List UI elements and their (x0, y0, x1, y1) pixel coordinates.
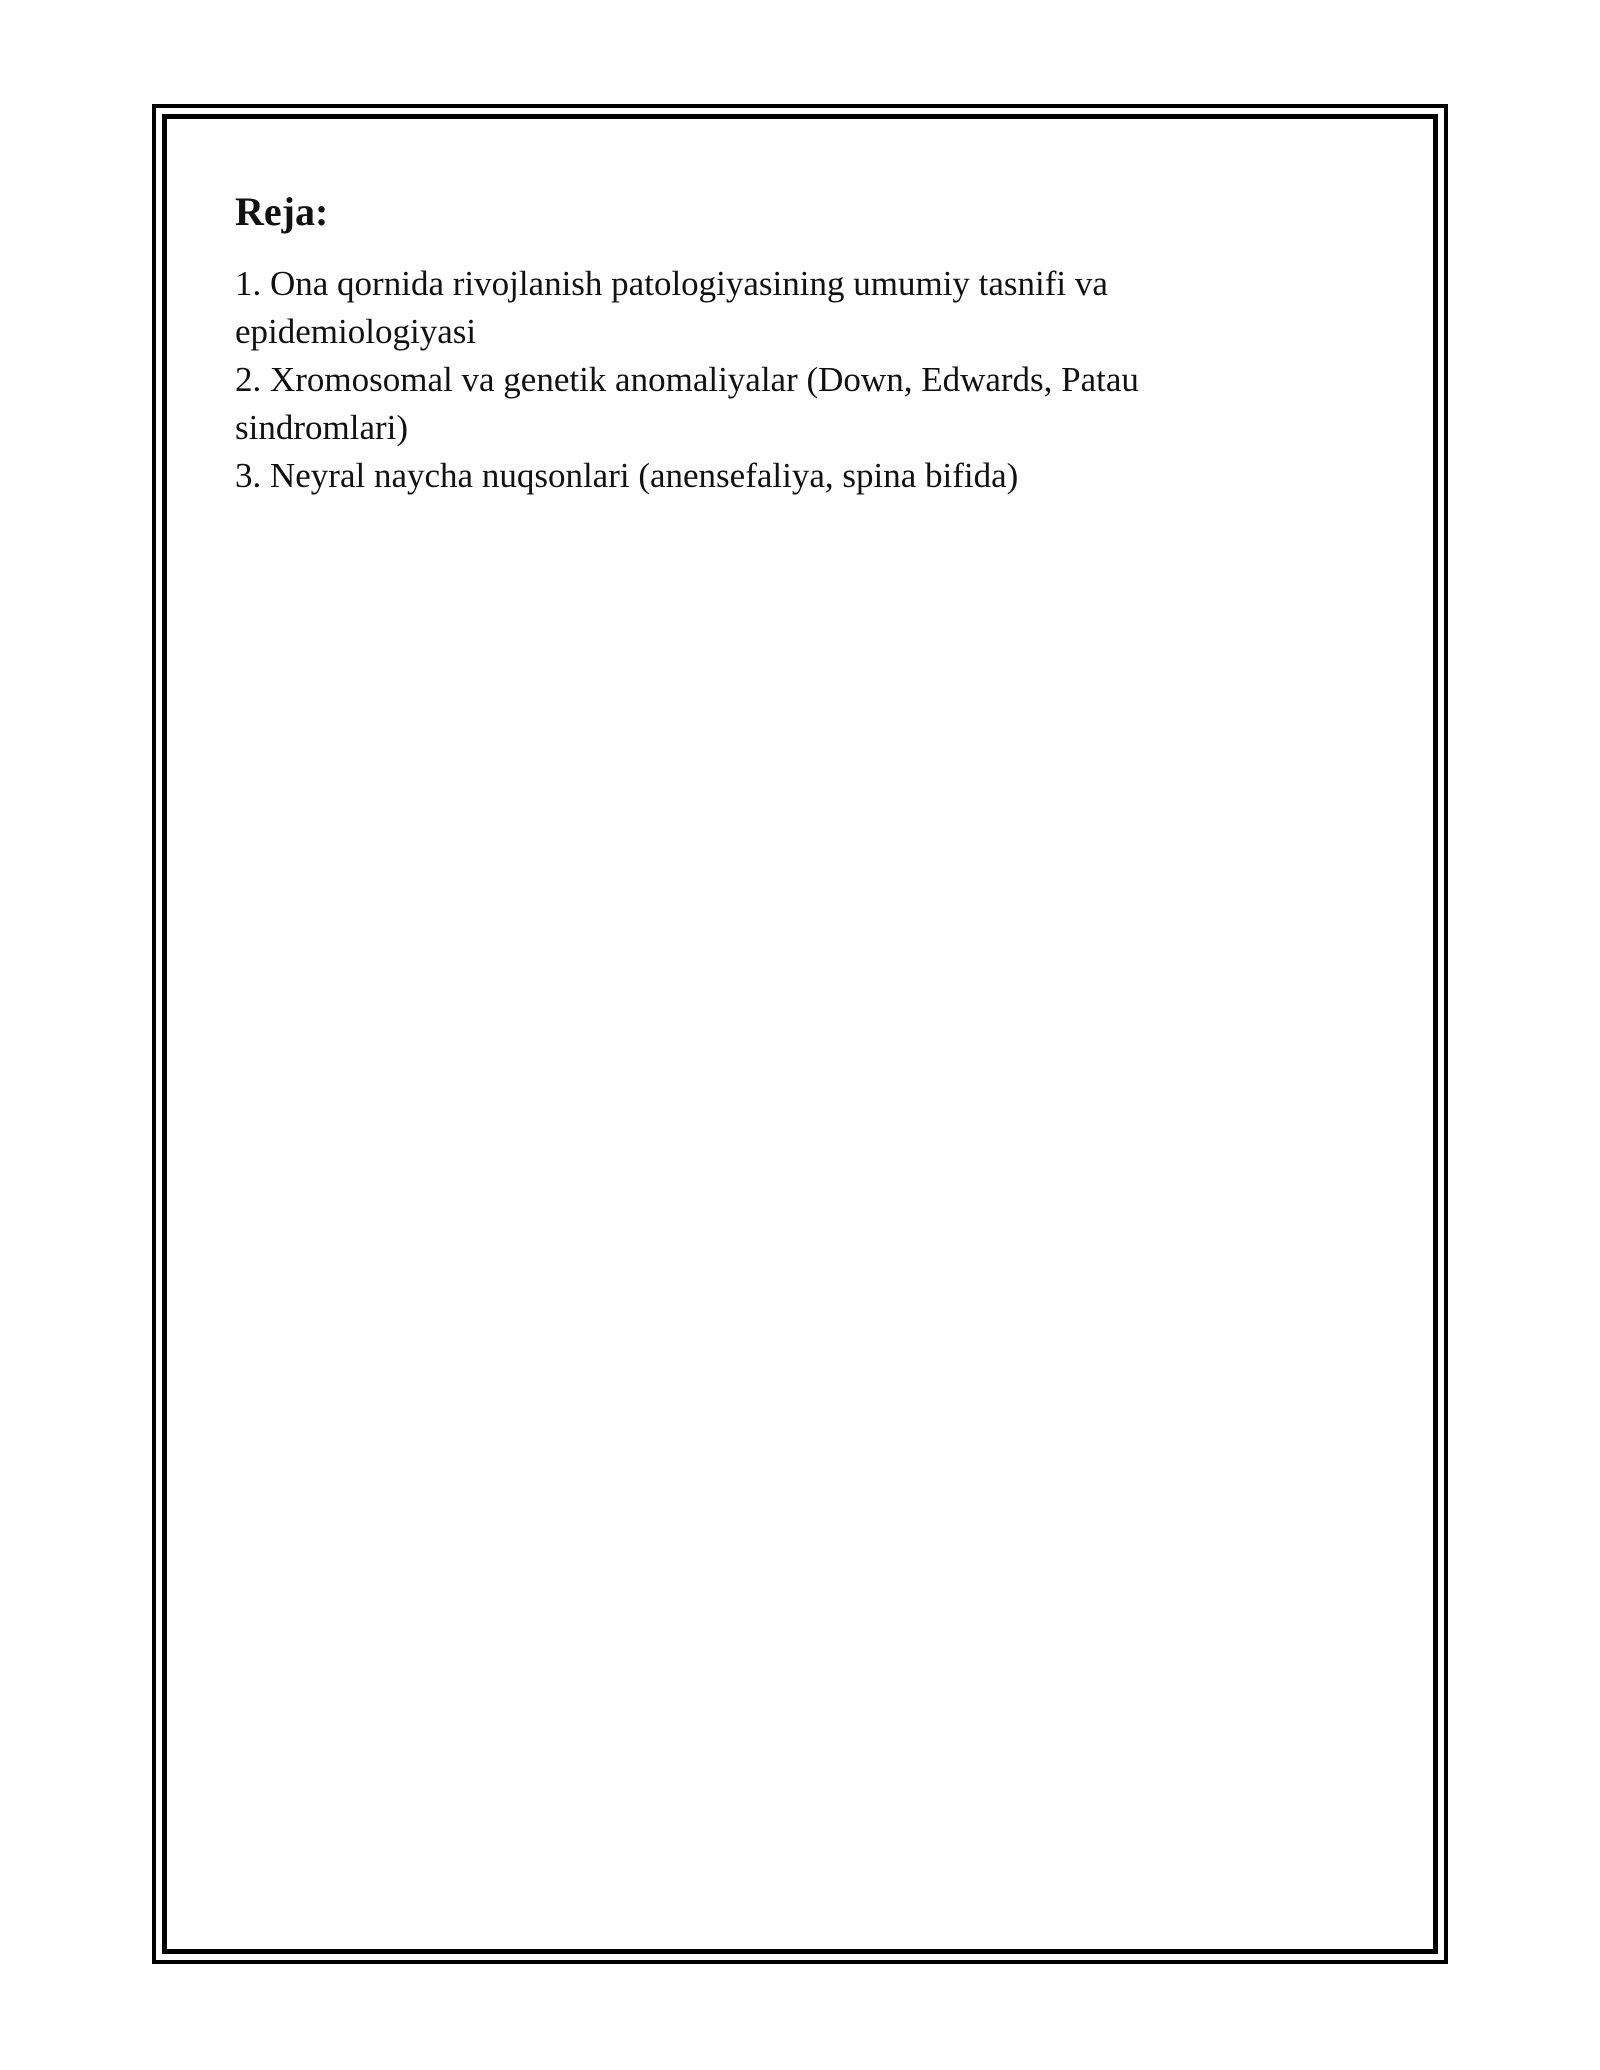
plan-heading: Reja: (235, 189, 329, 234)
plan-item-3-line-1: 3. Neyral naycha nuqsonlari (anensefaliya, spina bifida) (235, 456, 1019, 495)
plan-item-2 (235, 356, 1235, 452)
document-content (235, 188, 1235, 500)
plan-item-1 (235, 260, 1235, 356)
plan-list (235, 260, 1235, 500)
plan-item-2-line-1: 2. Xromosomal va genetik anomaliyalar (Down, Edwards, Patau (235, 360, 1139, 399)
plan-item-1-line-1: 1. Ona qornida rivojlanish patologiyasining umumiy tasnifi va (235, 264, 1108, 303)
plan-item-2-line-2: sindromlari) (235, 408, 409, 447)
plan-item-1-line-2: epidemiologiyasi (235, 312, 477, 351)
plan-item-3 (235, 452, 1235, 500)
